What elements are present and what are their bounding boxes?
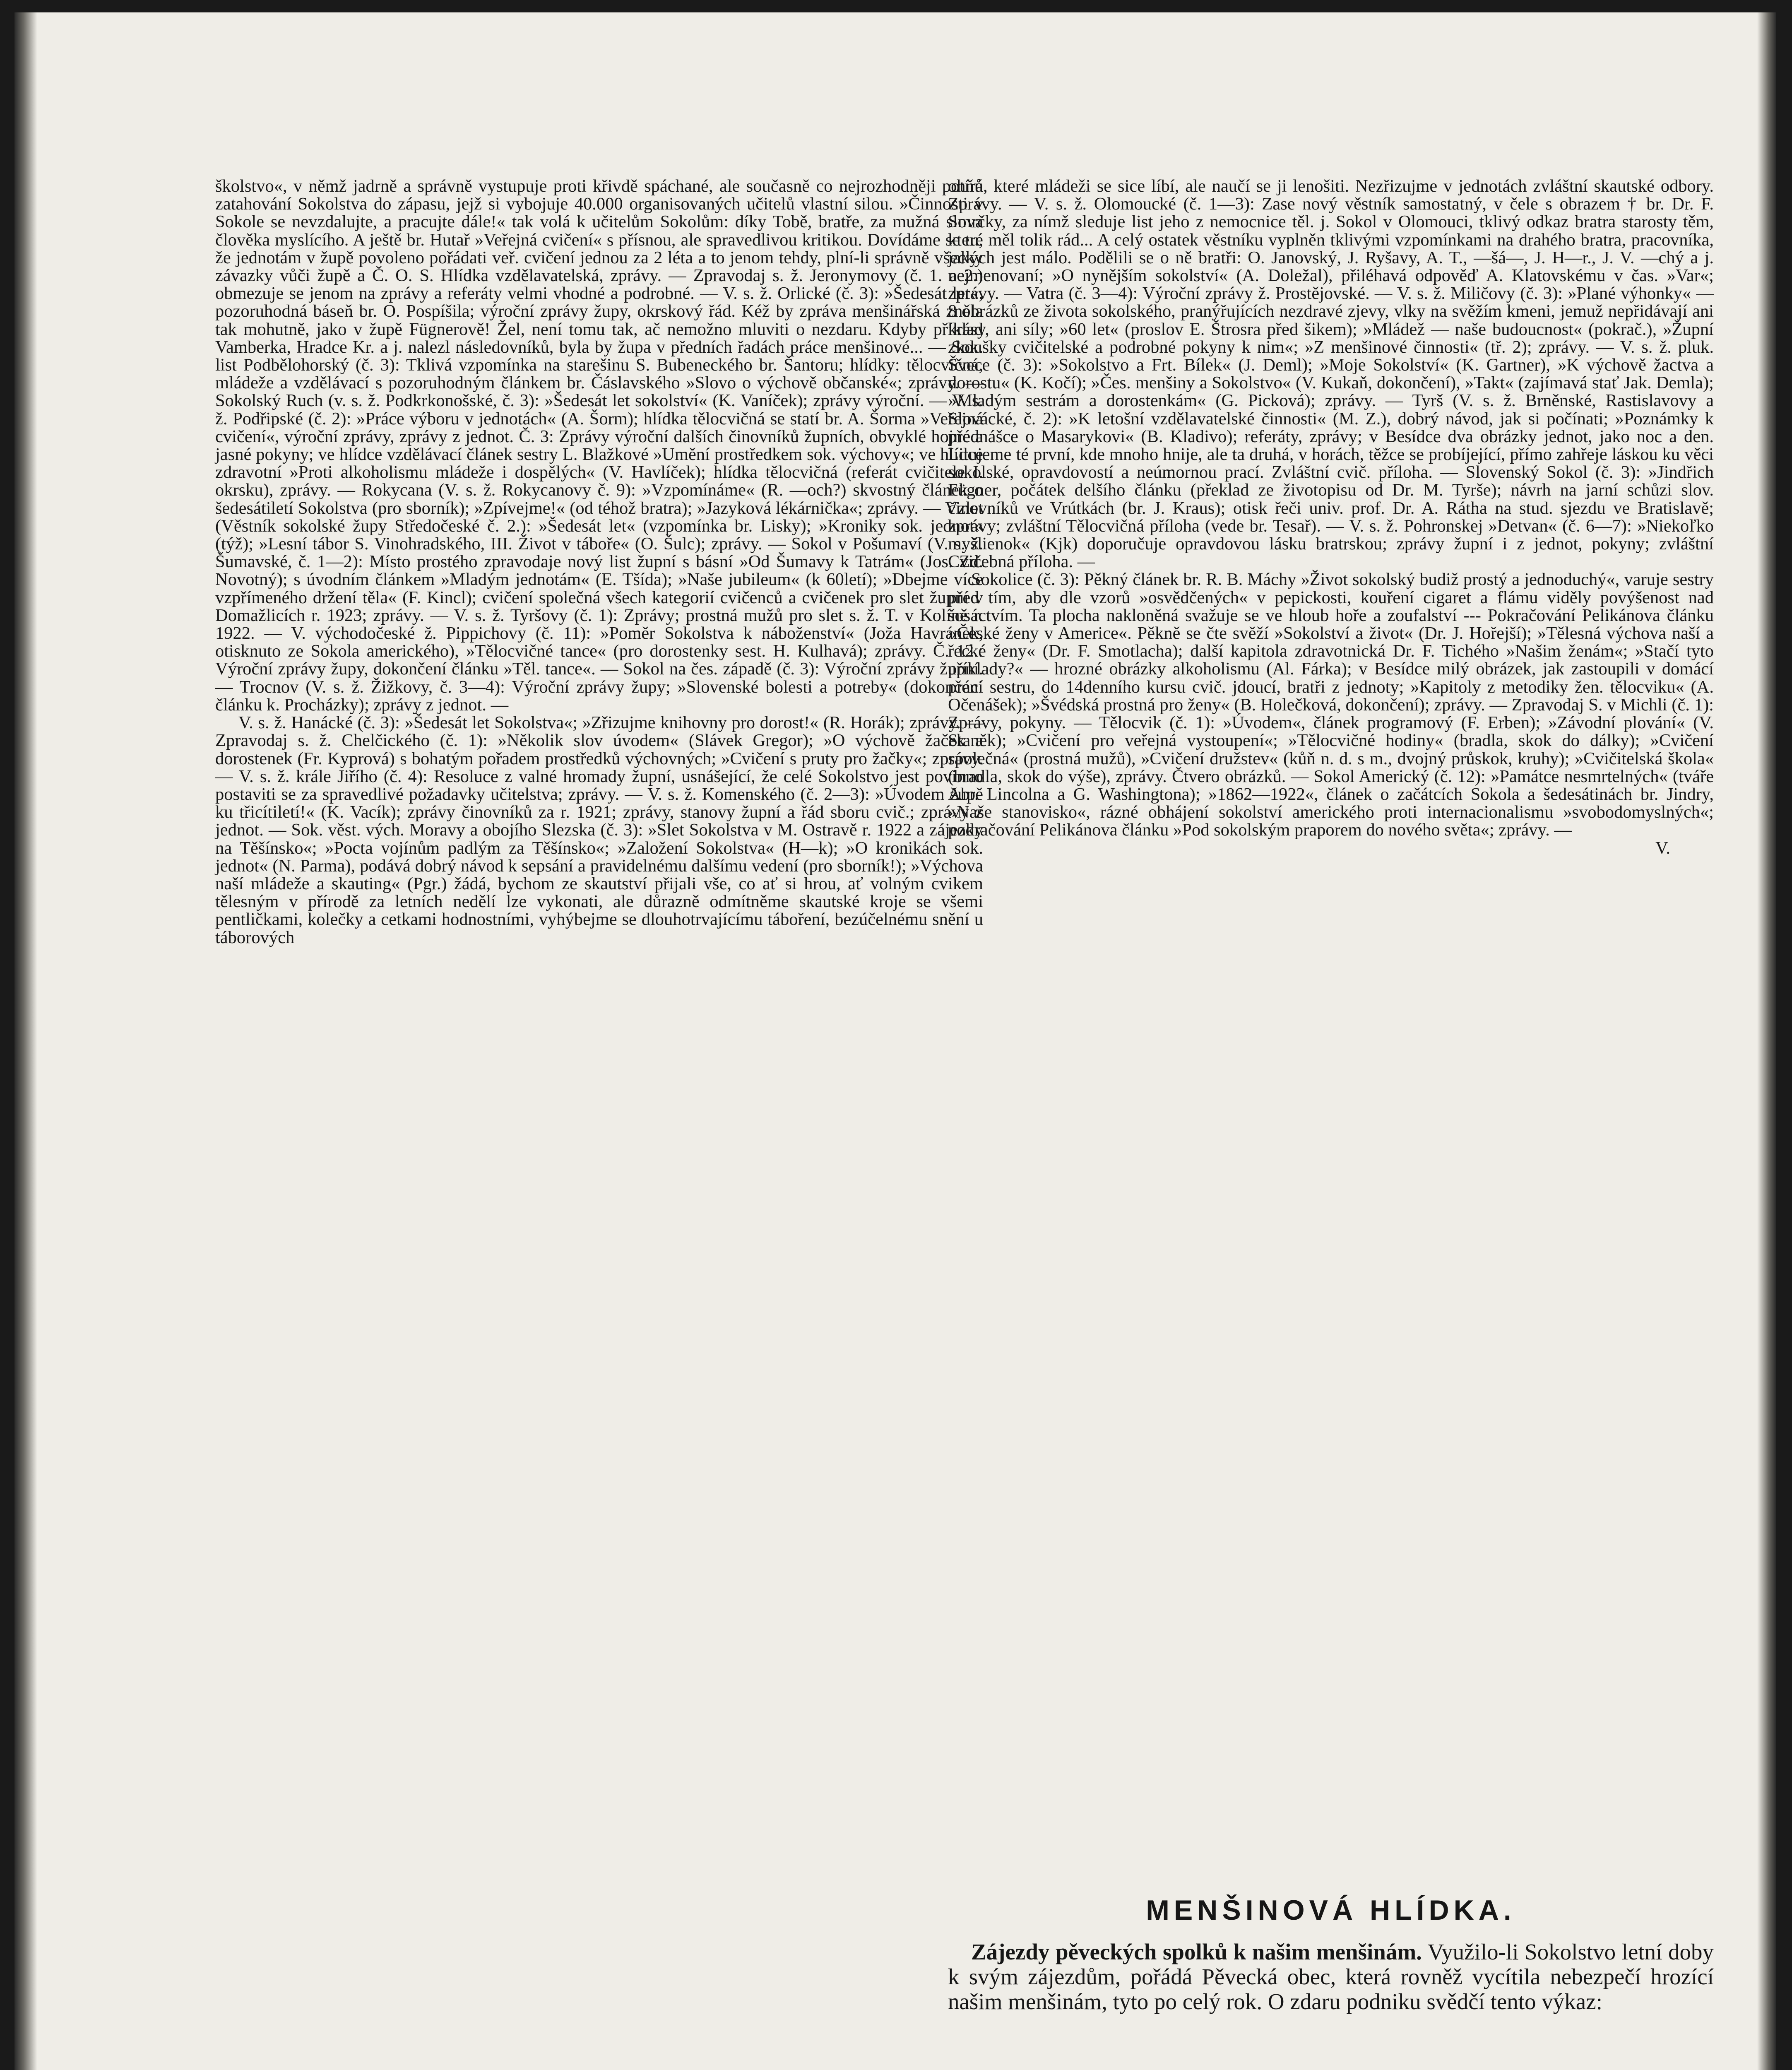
article xyxy=(948,1940,1714,2014)
scanned-page xyxy=(14,12,1776,2070)
page-edge-shadow-left xyxy=(14,12,37,2070)
right-column xyxy=(948,177,1714,857)
article-paragraph xyxy=(948,1940,1714,2014)
left-column-paragraph: školstvo«, v němž jadrně a správně vystupuje proti křivdě spáchané, ale současně co nejrozhodněji potírá zatahování Sokolstva do zápasu, jejž si vybojuje 40.000 organisovaných učitelů vlastní silou. »Činnosti v Sokole se nevzdalujte, a pracujte dále!« tak volá k učitelům Sokolům: díky Tobě, bratře, za mužná slova člověka myslícího. A ještě br. Hutař »Veřejná cvičení« s přísnou, ale spravedlivou kritikou. Dovídáme se tu, že jednotám v župě povoleno pořádati veř. cvičení jednou za 2 léta a to jenom tehdy, plní-li správně všecky závazky vůči župě a Č. O. S. Hlídka vzdělavatelská, zprávy. — Zpravodaj s. ž. Jeronymovy (č. 1. a 2.) obmezuje se jenom na zprávy a referáty velmi vhodné a podrobné. — V. s. ž. Orlické (č. 3): »Šedesát let«, pozoruhodná báseň br. O. Pospíšila; výroční zprávy župy, okrskový řád. Kéž by zpráva menšinářská zněla tak mohutně, jako v župě Fügnerově! Žel, není tomu tak, ač nemožno mluviti o nezdaru. Kdyby příklad Vamberka, Hradce Kr. a j. nalezl následovníků, byla by župa v předních řadách práce menšinové... — Sok. list Podbělohorský (č. 3): Tklivá vzpomínka na starešinu S. Bubeneckého br. Šantoru; hlídky: tělocvičná, mládeže a vzdělávací s pozoruhodným článkem br. Čáslavského »Slovo o výchově občanské«; zprávy. — Sokolský Ruch (v. s. ž. Podkrkonošské, č. 3): »Šedesát let sokolství« (K. Vaníček); zprávy výroční. — V. s. ž. Podřipské (č. 2): »Práce výboru v jednotách« (A. Šorm); hlídka tělocvičná se statí br. A. Šorma »Veřejná cvičení«, výroční zprávy, zprávy z jednot. Č. 3: Zprávy výroční dalších činovníků župních, obvyklé hojné a jasné pokyny; ve hlídce vzdělávací článek sestry L. Blažkové »Umění prostředkem sok. výchovy«; ve hlídce zdravotní »Proti alkoholismu mládeže i dospělých« (V. Havlíček); hlídka tělocvičná (referát cvičitele I. okrsku), zprávy. — Rokycana (V. s. ž. Rokycanovy č. 9): »Vzpomínáme« (R. —och?) skvostný článek o šedesátiletí Sokolstva (pro sborník); »Zpívejme!« (od téhož bratra); »Jazyková lékárnička«; zprávy. — Vzlet (Věstník sokolské župy Středočeské č. 2.): »Šedesát let« (vzpomínka br. Lisky); »Kroniky sok. jednot« (týž); »Lesní tábor S. Vinohradského, III. Život v táboře« (O. Šulc); zprávy. — Sokol v Pošumaví (V. s. ž. Šumavské, č. 1—2): Místo prostého zpravodaje nový list župní s básní »Od Šumavy k Tatrám« (Jos. Zd. Novotný); s úvodním článkem »Mladým jednotám« (E. Tšída); »Naše jubileum« (k 60letí); »Dbejme více vzpřímeného držení těla« (F. Kincl); cvičení společná všech kategorií cvičenců a cvičenek pro slet župní v Domažlicích r. 1923; zprávy. — V. s. ž. Tyršovy (č. 1): Zprávy; prostná mužů pro slet s. ž. T. v Kolíně r. 1922. — V. východočeské ž. Pippichovy (č. 11): »Poměr Sokolstva k náboženství« (Joža Havránek, otisknuto ze Sokola amerického), »Tělocvičné tance« (pro dorostenky sest. H. Kulhavá); zprávy. Č. 12.: Výroční zprávy župy, dokončení článku »Těl. tance«. — Sokol na čes. západě (č. 3): Výroční zprávy župní. — Trocnov (V. s. ž. Žižkovy, č. 3—4): Výroční zprávy župy; »Slovenské bolesti a potreby« (dokončení článku k. Procházky); zprávy z jednot. — xyxy=(215,176,983,715)
right-column-paragraph: Sokolice (č. 3): Pěkný článek br. R. B. Máchy »Život sokolský budiž prostý a jednoduchý«, varuje sestry před tím, aby dle vzorů »osvědčených« v pepickosti, kouření cigaret a flámu viděly povýšenost nad šosáctvím. Ta plocha nakloněná svažuje se ve hloub hoře a zoufalství --- Pokračování Pelikánova článku »České ženy v Americe«. Pěkně se čte svěží »Sokolství a život« (Dr. J. Hořejší); »Tělesná výchova naší a řecké ženy« (Dr. F. Smotlacha); další kapitola zdravotnická Dr. F. Tichého »Našim ženám«; »Stačí tyto příklady?« — hrozné obrázky alkoholismu (Al. Fárka); v Besídce milý obrázek, jak zastoupili v domácí práci sestru, do 14denního kursu cvič. jdoucí, bratři z jednoty; »Kapitoly z metodiky žen. tělocviku« (A. Očenášek); »Švédská prostná pro ženy« (B. Holečková, dokončení); zprávy. — Zpravodaj S. v Michli (č. 1): Zprávy, pokyny. — Tělocvik (č. 1): »Úvodem«, článek programový (F. Erben); »Závodní plování« (V. Staněk); »Cvičení pro veřejná vystoupení«; »Tělocvičné hodiny« (bradla, skok do dálky); »Cvičení společná« (prostná mužů), »Cvičení družstev« (kůň n. d. s m., dvojný průskok, kruhy); »Cvičitelská škola« (bradla, skok do výše), zprávy. Čtvero obrázků. — Sokol Americký (č. 12): »Památce nesmrtelných« (tváře Abr. Lincolna a G. Washingtona); »1862—1922«, článek o začátcích Sokola a šedesátinách br. Jindry, »Naše stanovisko«, rázné obhájení sokolství amerického proti internacionalismu »svobodomyslných«; pokračování Pelikánova článku »Pod sokolským praporem do nového světa«; zprávy. — xyxy=(948,570,1714,840)
left-column xyxy=(215,177,983,946)
right-column-paragraph: ohňů, které mládeži se sice líbí, ale naučí se ji lenošiti. Nezřizujme v jednotách zvláštní skautské odbory. Zprávy. — V. s. ž. Olomoucké (č. 1—3): Zase nový věstník samostatný, v čele s obrazem † br. Dr. F. Smrčky, za nímž sleduje list jeho z nemocnice těl. j. Sokol v Olomouci, tklivý odkaz bratra starosty těm, které měl tolik rád... A celý ostatek věstníku vyplněn tklivými vzpomínkami na drahého bratra, pracovníka, jakých jest málo. Podělili se o ně bratři: O. Janovský, J. Ryšavy, A. T., —šá—, J. H—r., J. V. —chý a j. nejmenovaní; »O nynějším sokolství« (A. Doležal), přiléhavá odpověď A. Klatovskému v čas. »Var«; zprávy. — Vatra (č. 3—4): Výroční zprávy ž. Prostějovské. — V. s. ž. Miličovy (č. 3): »Plané výhonky« — 8 obrázků ze života sokolského, pranýřujících nezdravé zjevy, vlky na svěžím kmeni, jemuž nepřidávají ani krásy, ani síly; »60 let« (proslov E. Štrosra před šikem); »Mládež — naše budoucnost« (pokrač.), »Župní zkoušky cvičitelské a podrobné pokyny k nim«; »Z menšinové činnosti« (tř. 2); zprávy. — V. s. ž. pluk. Švece (č. 3): »Sokolstvo a Frt. Bílek« (J. Deml); »Moje Sokolství« (K. Gartner), »K výchově žactva a dorostu« (K. Kočí); »Čes. menšiny a Sokolstvo« (V. Kukaň, dokončení), »Takt« (zajímavá stať Jak. Demla); »Mladým sestrám a dorostenkám« (G. Picková); zprávy. — Tyrš (V. s. ž. Brněnské, Rastislavovy a Slovácké, č. 2): »K letošní vzdělavatelské činnosti« (M. Z.), dobrý návod, jak si počínati; »Poznámky k přednášce o Masarykovi« (B. Kladivo); referáty, zprávy; v Besídce dva obrázky jednot, jako noc a den. Litujeme té první, kde mnoho hnije, ale ta druhá, v horách, těžce se probíjející, přímo zahřeje láskou ku věci sokolské, opravdovostí a neúmornou prací. Zvláštní cvič. příloha. — Slovenský Sokol (č. 3): »Jindřich Fügner, počátek delšího článku (překlad ze životopisu od Dr. M. Tyrše); návrh na jarní schůzi slov. činovníků ve Vrútkách (br. J. Kraus); otisk řeči univ. prof. Dr. A. Ráthа na stud. sjezdu ve Bratislavě; zprávy; zvláštní Tělocvičná příloha (vede br. Tesař). — V. s. ž. Pohronskej »Detvan« (č. 6—7): »Niekoľko myšlienok« (Kjk) doporučuje opravdovou lásku bratrskou; zprávy župní i z jednot, pokyny; zvláštní Cvičebná příloha. — xyxy=(948,176,1714,572)
page-edge-shadow-right xyxy=(1757,12,1776,2070)
signature: V. xyxy=(1655,838,1670,858)
article-title: Zájezdy pěveckých spolků k našim menšinám. xyxy=(971,1939,1422,1964)
section-heading: MENŠINOVÁ HLÍDKA. xyxy=(1146,1894,1516,1926)
article-body: Využilo-li Sokolstvo letní doby k svým zájezdům, pořádá Pěvecká obec, která rovněž vycítila nebezpečí hrozící našim menšinám, tyto po celý rok. O zdaru podniku svědčí tento výkaz: xyxy=(948,1939,1714,2014)
left-column-paragraph: V. s. ž. Hanácké (č. 3): »Šedesát let Sokolstva«; »Zřizujme knihovny pro dorost!« (R. Horák); zprávy. — Zpravodaj s. ž. Chelčického (č. 1): »Několik slov úvodem« (Slávek Gregor); »O výchově žaček a dorostenek (Fr. Kyprová) s bohatým pořadem prostředků výchovných; »Cvičení s pruty pro žačky«; zprávy. — V. s. ž. krále Jiřího (č. 4): Resoluce z valné hromady župní, usnášející, že celé Sokolstvo jest povinno postaviti se za spravedlivé požadavky učitelstva; zprávy. — V. s. ž. Komenského (č. 2—3): »Úvodem župě ku třicítiletí!« (K. Vacík); zprávy činovníků za r. 1921; zprávy, stanovy župní a řád sboru cvič.; zprávy z jednot. — Sok. věst. vých. Moravy a obojího Slezska (č. 3): »Slet Sokolstva v M. Ostravě r. 1922 a zájezdy na Těšínsko«; »Pocta vojínům padlým za Těšínsko«; »Založení Sokolstva« (H—k); »O kronikách sok. jednot« (N. Parma), podává dobrý návod k sepsání a pravidelnému dalšímu vedení (pro sborník!); »Výchova naší mládeže a skauting« (Pgr.) žádá, bychom ze skautství přijali vše, co ať si hrou, ať volným cvikem tělesným v přírodě za letních nedělí lze vykonati, ale důrazně odmítněme skautské kroje se všemi pentličkami, kolečky a cetkami hodnostními, vyhýbejme se dlouhotrvajícímu táboření, bezúčelnému snění u táborových xyxy=(215,713,983,947)
